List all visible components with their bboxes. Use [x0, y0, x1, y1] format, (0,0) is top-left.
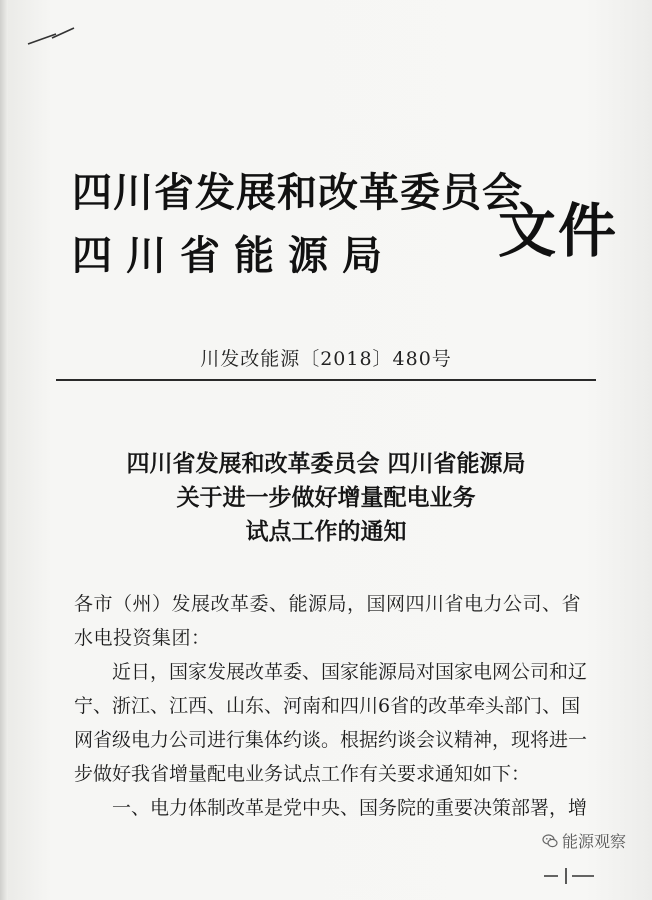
title-line: 关于进一步做好增量配电业务	[176, 484, 476, 511]
page-scribble-mark	[540, 864, 600, 886]
document-number: 川发改能源〔2018〕480号	[200, 348, 452, 370]
body-paragraph: 近日，国家发展改革委、国家能源局对国家电网公司和辽宁、浙江、江西、山东、河南和四川6省的改革牵头部门、国网省级电力公司进行集体约谈。根据约谈会议精神，现将进一步做好我省增量配电业务试点工作有关要求通知如下：	[74, 661, 588, 785]
issuer-line-2: 四川省能源局	[72, 233, 396, 279]
issuer-line-1: 四川省发展和改革委员会	[72, 170, 523, 216]
addressees: 各市（州）发展改革委、能源局，国网四川省电力公司、省水电投资集团：	[74, 593, 582, 649]
document-label: 文件	[498, 197, 619, 265]
header-divider	[56, 379, 596, 381]
body-paragraph: 一、电力体制改革是党中央、国务院的重要决策部署，增	[112, 797, 588, 819]
title-line: 试点工作的通知	[245, 518, 407, 545]
watermark-text: 能源观察	[562, 832, 627, 851]
issuer-header	[72, 168, 523, 284]
notice-body	[74, 587, 592, 825]
source-watermark	[542, 829, 626, 852]
page-edge-shadow	[0, 0, 8, 900]
title-line: 四川省发展和改革委员会 四川省能源局	[126, 450, 526, 477]
pen-stroke-mark	[26, 26, 76, 46]
wechat-icon	[542, 833, 558, 849]
notice-title	[56, 447, 596, 549]
